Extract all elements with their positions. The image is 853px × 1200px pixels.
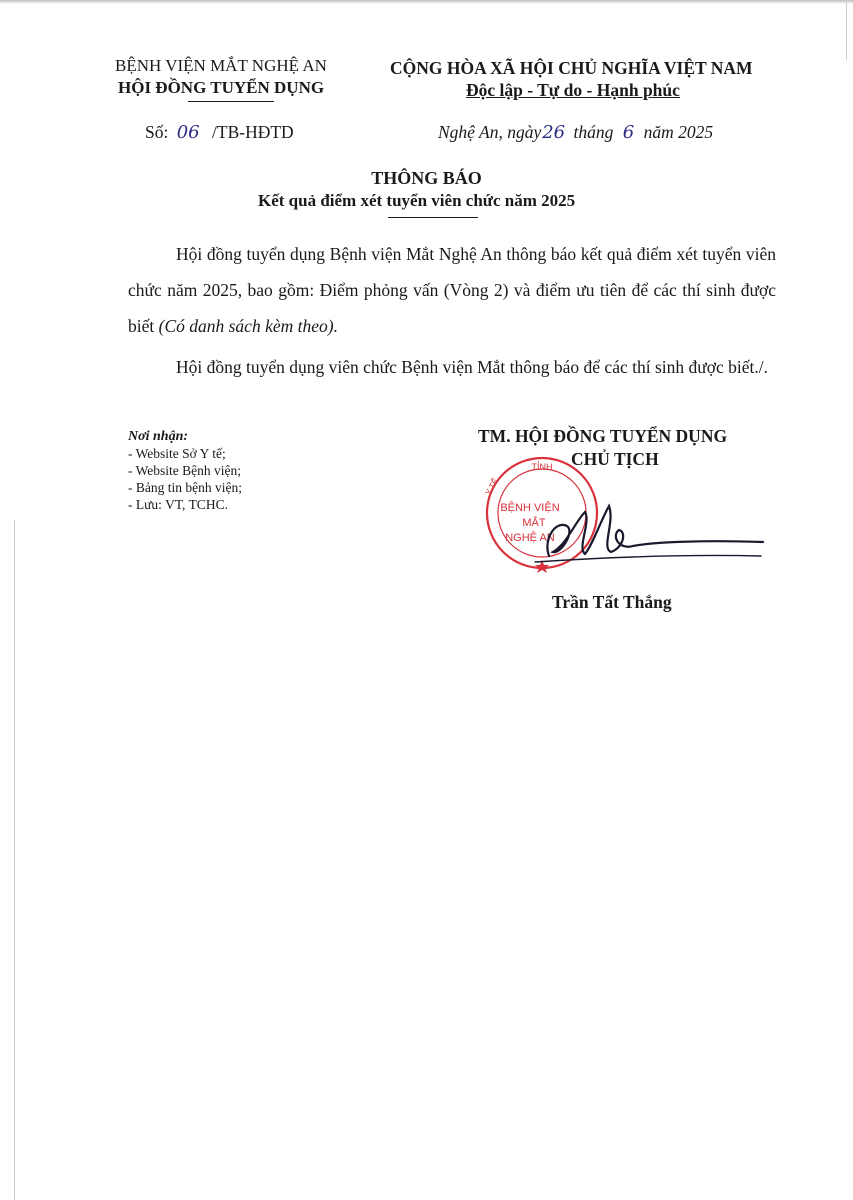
stamp-line-2: MẮT bbox=[522, 517, 546, 529]
council-name: HỘI ĐỒNG TUYỂN DỤNG bbox=[118, 78, 325, 97]
doc-number-prefix: Số: bbox=[145, 122, 169, 142]
org-name: BỆNH VIỆN MẮT NGHỆ AN bbox=[115, 56, 327, 75]
document-number bbox=[145, 122, 294, 143]
body-paragraph-1 bbox=[128, 236, 776, 344]
signature-title: TM. HỘI ĐỒNG TUYỂN DỤNG bbox=[478, 426, 728, 446]
recipient-item: - Website Sở Y tế; bbox=[128, 446, 226, 461]
national-motto: Độc lập - Tự do - Hạnh phúc bbox=[466, 80, 680, 100]
body-paragraph-1-text: Hội đồng tuyển dụng Bệnh viện Mắt Nghệ An thông báo kết quả điểm xét tuyển viên chức năm 2025, bao gồm: Điểm phỏng vấn (Vòng 2) và điểm ưu tiên để các thí sinh được biết bbox=[128, 244, 776, 336]
doc-number-handwritten: 06 bbox=[176, 122, 200, 143]
stamp-left-text: Y TẾ bbox=[483, 476, 501, 497]
stamp-top-text: TỈNH bbox=[531, 462, 553, 472]
scan-edge-left bbox=[14, 520, 15, 1200]
nation-name: CỘNG HÒA XÃ HỘI CHỦ NGHĨA VIỆT NAM bbox=[390, 58, 753, 78]
date-year: năm 2025 bbox=[643, 122, 714, 142]
recipient-item: - Lưu: VT, TCHC. bbox=[128, 497, 228, 512]
stamp-line-1: BỆNH VIỆN bbox=[500, 502, 560, 514]
body-paragraph-1-italic: (Có danh sách kèm theo). bbox=[158, 316, 338, 336]
recipients-block bbox=[128, 428, 242, 513]
date-place: Nghệ An, ngày bbox=[438, 122, 542, 142]
date-day: 26 bbox=[542, 122, 566, 143]
recipient-item: - Bảng tin bệnh viện; bbox=[128, 480, 242, 495]
subtitle-underline bbox=[388, 217, 478, 218]
doc-number-suffix: /TB-HĐTD bbox=[212, 122, 294, 142]
body-paragraph-2: Hội đồng tuyển dụng viên chức Bệnh viện Mắt thông báo để các thí sinh được biết./. bbox=[176, 357, 768, 377]
date-month-label: tháng bbox=[573, 122, 614, 142]
recipient-item: - Website Bệnh viện; bbox=[128, 463, 242, 478]
stamp-line-3: NGHỆ AN bbox=[505, 532, 555, 544]
signer-name: Trần Tất Thắng bbox=[552, 592, 672, 612]
scan-edge-right bbox=[846, 0, 847, 60]
recipients-title: Nơi nhận: bbox=[128, 429, 189, 444]
date-month: 6 bbox=[622, 122, 635, 143]
notice-title: THÔNG BÁO bbox=[371, 168, 482, 188]
scan-edge-top bbox=[0, 0, 853, 4]
notice-subtitle: Kết quả điểm xét tuyển viên chức năm 2025 bbox=[258, 191, 576, 210]
date-line bbox=[438, 122, 713, 143]
handwritten-signature-icon bbox=[515, 492, 765, 572]
signature-position: CHỦ TỊCH bbox=[571, 449, 659, 469]
council-underline bbox=[188, 101, 274, 102]
